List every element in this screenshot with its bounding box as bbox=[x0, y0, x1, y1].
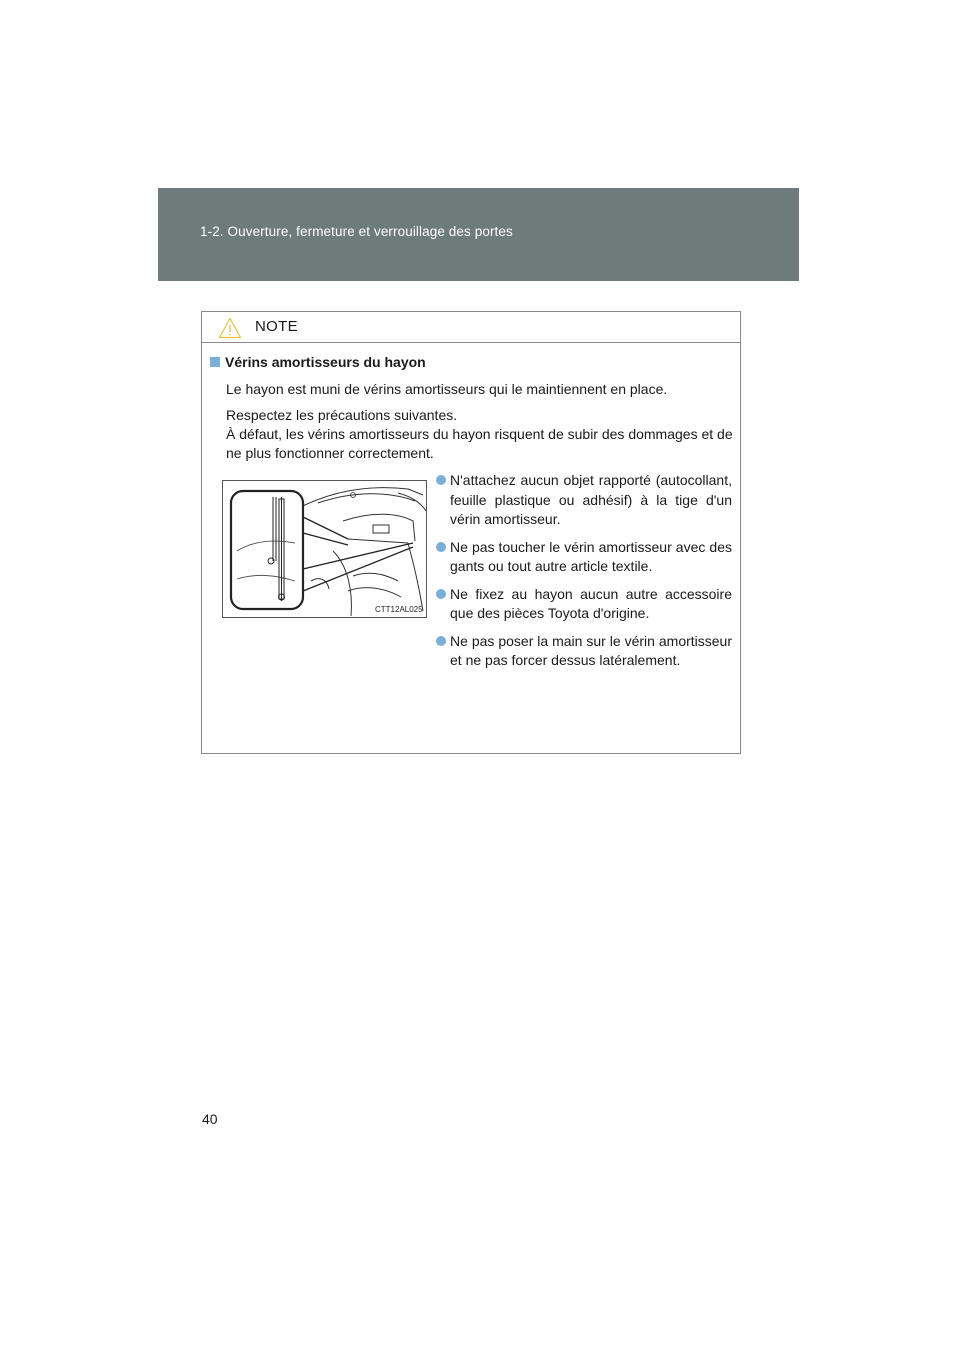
square-bullet-icon bbox=[210, 357, 220, 367]
precaution-paragraph bbox=[226, 406, 740, 463]
page-number: 40 bbox=[202, 1111, 218, 1127]
list-item bbox=[434, 632, 732, 671]
warning-triangle-icon bbox=[218, 317, 242, 339]
round-bullet-icon bbox=[436, 542, 446, 552]
list-item-text: Ne pas toucher le vérin amortisseur avec des gants ou tout autre article textile. bbox=[450, 538, 732, 574]
list-item bbox=[434, 538, 732, 577]
note-box bbox=[201, 311, 741, 754]
list-item bbox=[434, 471, 732, 530]
precaution-list bbox=[434, 471, 732, 679]
list-item bbox=[434, 585, 732, 624]
tailgate-strut-illustration bbox=[222, 480, 427, 618]
list-item-text: N'attachez aucun objet rapporté (autocollant, feuille plastique ou adhésif) à la tige d'un vérin amortisseur. bbox=[450, 472, 732, 527]
precaution-line-1: Respectez les précautions suivantes. bbox=[226, 407, 458, 423]
section-title: 1-2. Ouverture, fermeture et verrouillage des portes bbox=[200, 224, 513, 239]
list-item-text: Ne pas poser la main sur le vérin amortisseur et ne pas forcer dessus latéralement. bbox=[450, 632, 732, 668]
note-header bbox=[202, 312, 740, 343]
header-band bbox=[158, 188, 799, 281]
tailgate-strut-drawing bbox=[223, 481, 427, 618]
intro-paragraph: Le hayon est muni de vérins amortisseurs qui le maintiennent en place. bbox=[226, 381, 668, 397]
illustration-code: CTT12AL025 bbox=[375, 605, 423, 614]
round-bullet-icon bbox=[436, 589, 446, 599]
round-bullet-icon bbox=[436, 636, 446, 646]
note-label: NOTE bbox=[255, 318, 298, 335]
subheading-text: Vérins amortisseurs du hayon bbox=[225, 354, 426, 370]
round-bullet-icon bbox=[436, 475, 446, 485]
list-item-text: Ne fixez au hayon aucun autre accessoire que des pièces Toyota d'origine. bbox=[450, 585, 732, 621]
precaution-line-2: À défaut, les vérins amortisseurs du hayon risquent de subir des dommages et de ne plus fonctionner correctement. bbox=[226, 426, 733, 461]
subheading bbox=[210, 354, 426, 370]
